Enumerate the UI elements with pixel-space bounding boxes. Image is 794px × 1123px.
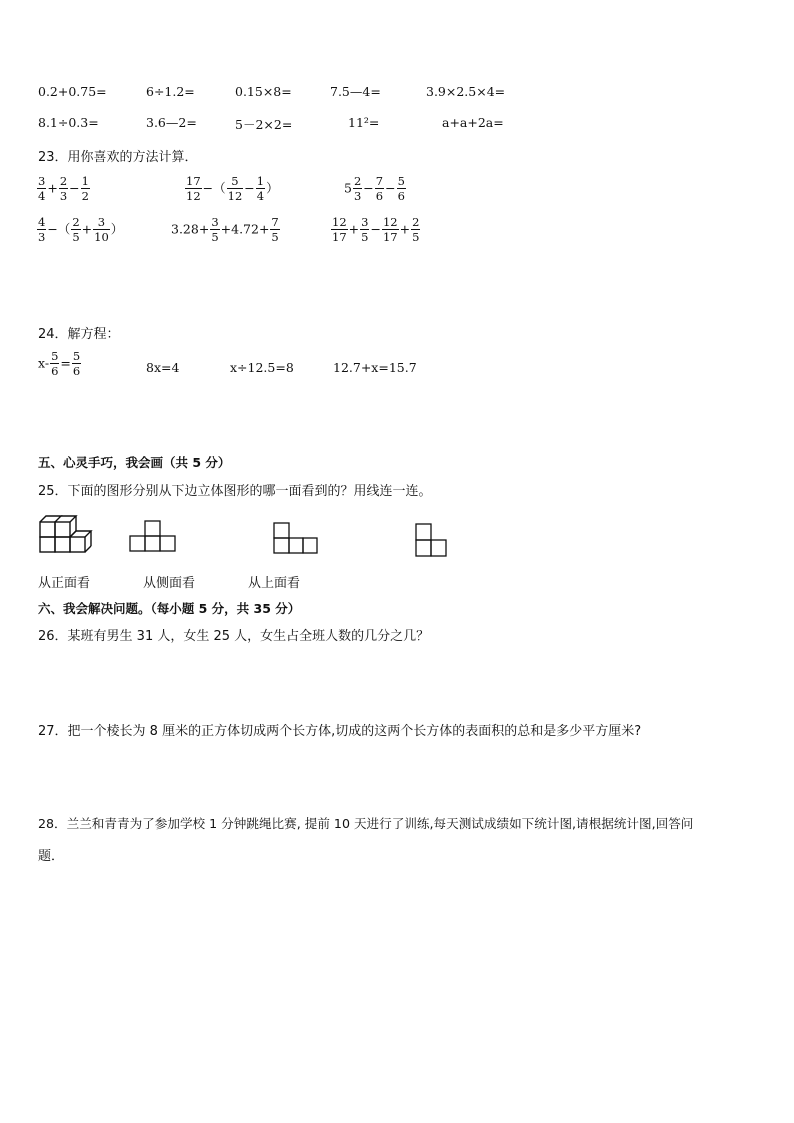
calc-r1-3: 0.15×8= (235, 84, 292, 99)
q24-eq-2: 8x=4 (146, 360, 180, 375)
q23-expr-4: $\frac{4}{3}$ −（ $\frac{2}{5}$ + $\frac{3}{10}$ ） (38, 215, 124, 244)
calc-r2-2: 3.6—2= (146, 115, 197, 130)
calc-r1-2: 6÷1.2= (146, 84, 195, 99)
q27-text: 27．把一个棱长为 8 厘米的正方体切成两个长方体,切成的这两个长方体的表面积的总和是多少平方厘米? (38, 724, 642, 739)
calc-r2-1: 8.1÷0.3= (38, 115, 99, 130)
q24-eq-4: 12.7+x=15.7 (333, 360, 417, 375)
q28-text-line1: 28．兰兰和青青为了参加学校 1 分钟跳绳比赛, 提前 10 天进行了训练,每天测试成绩如下统计图,请根据统计图,回答问 (38, 816, 694, 831)
view-figure-3 (414, 521, 448, 559)
q23-expr-5: 3.28+ $\frac{3}{5}$ +4.72+ $\frac{7}{5}$ (171, 215, 279, 244)
q28-text-line2: 题． (38, 849, 65, 864)
label-front-view: 从正面看 (38, 576, 91, 591)
calc-r2-3: 5－2×2= (235, 117, 293, 132)
label-top-view: 从上面看 (248, 576, 301, 591)
q24-title: 24．解方程： (38, 327, 120, 342)
q24-eq-3: x÷12.5=8 (230, 360, 294, 375)
q23-expr-6: $\frac{12}{17}$ + $\frac{3}{5}$ − $\frac{12}{17}$ + $\frac{2}{5}$ (332, 215, 420, 244)
solid-figure (38, 513, 100, 555)
q25-text: 25．下面的图形分别从下边立体图形的哪一面看到的？用线连一连。 (38, 484, 432, 499)
q23-expr-1: $\frac{3}{4}$ + $\frac{2}{3}$ − $\frac{1}{2}$ (38, 174, 89, 203)
q23-expr-3: 5 $\frac{2}{3}$ − $\frac{7}{6}$ − $\frac{5}{6}$ (344, 174, 405, 203)
q24-eq-1: x- $\frac{5}{6}$ = $\frac{5}{6}$ (38, 349, 81, 378)
label-side-view: 从侧面看 (143, 576, 196, 591)
calc-r2-5: a+a+2a= (442, 115, 504, 130)
calc-r1-4: 7.5—4= (330, 84, 381, 99)
section-6-title: 六、我会解决问题。（每小题 5 分，共 35 分） (38, 601, 301, 616)
calc-r1-5: 3.9×2.5×4= (426, 84, 506, 99)
q23-expr-2: $\frac{17}{12}$ −（ $\frac{5}{12}$ − $\frac{1}{4}$ ） (186, 174, 279, 203)
view-figure-2 (273, 521, 319, 556)
calc-r1-1: 0.2+0.75= (38, 84, 107, 99)
q23-title: 23．用你喜欢的方法计算． (38, 150, 198, 165)
section-5-title: 五、心灵手巧，我会画（共 5 分） (38, 455, 231, 470)
q26-text: 26．某班有男生 31 人，女生 25 人，女生占全班人数的几分之几？ (38, 629, 430, 644)
calc-r2-4: 11²= (348, 115, 380, 130)
view-figure-1 (129, 519, 177, 554)
